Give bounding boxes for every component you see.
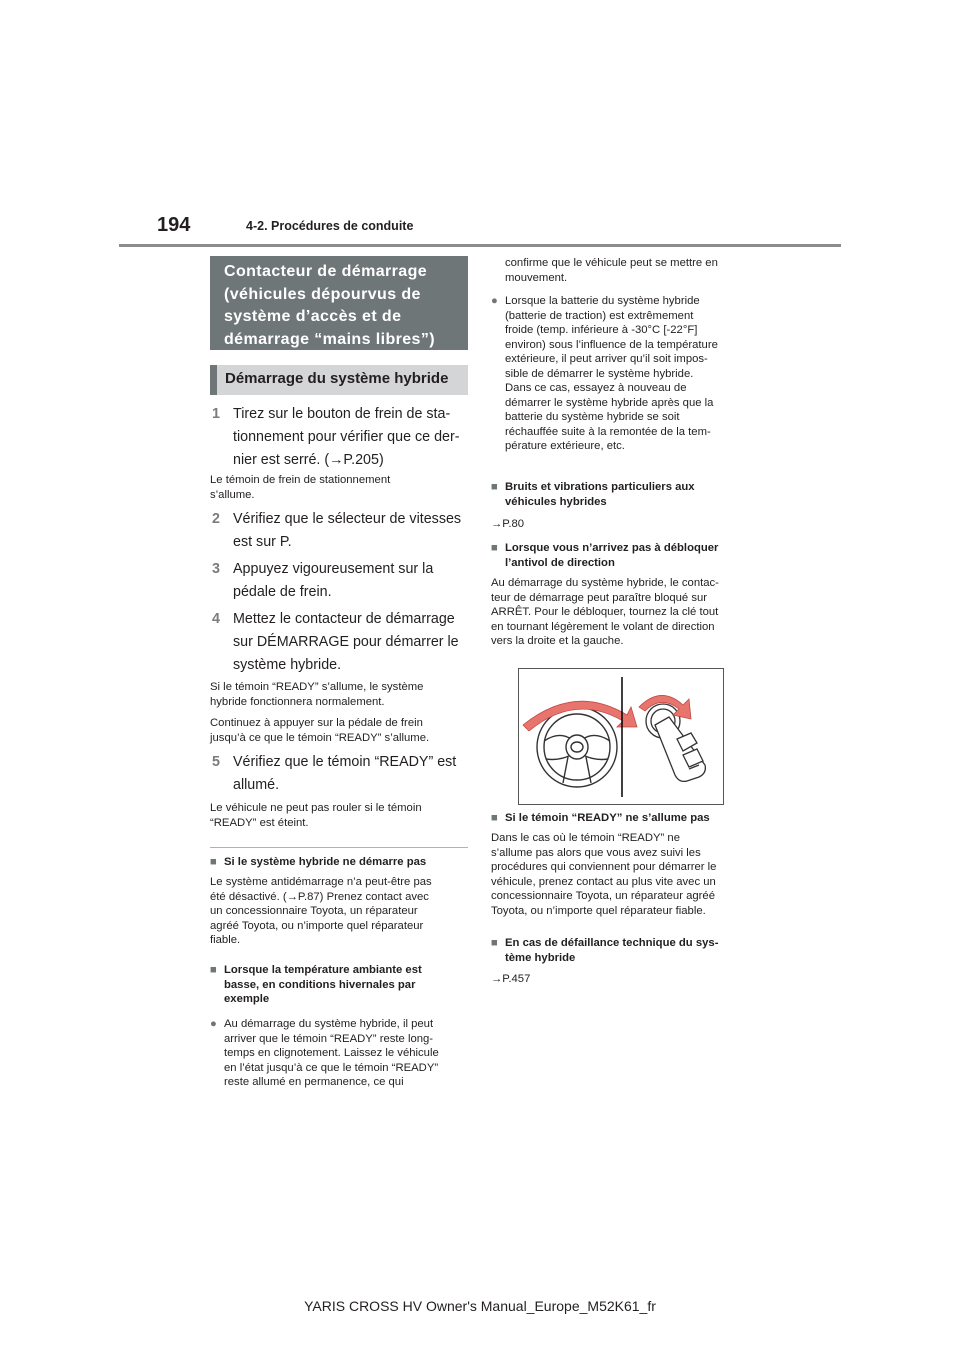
heading-noises xyxy=(491,480,763,509)
round-bullet-icon: ● xyxy=(210,1018,217,1030)
note-line: Continuez à appuyer sur la pédale de frein xyxy=(210,717,423,729)
note-line: s’allume. xyxy=(210,488,255,501)
step-1 xyxy=(212,403,470,472)
step-number: 1 xyxy=(212,406,220,422)
bullet-text: Dans ce cas, essayez à nouveau de xyxy=(505,382,687,394)
heading-text: exemple xyxy=(224,993,270,1005)
bullet-text: reste allumé en permanence, ce qui xyxy=(224,1076,404,1088)
square-bullet-icon: ■ xyxy=(491,542,498,554)
paragraph-line: Au démarrage du système hybride, le contac- xyxy=(491,577,719,589)
bullet-text: démarrer le système hybride après que la xyxy=(505,396,714,409)
heading-text: En cas de défaillance technique du sys- xyxy=(505,937,719,949)
note-line: hybride fonctionnera normalement. xyxy=(210,695,385,708)
heading-text: Si le système hybride ne démarre pas xyxy=(224,856,427,868)
bullet-text: extérieure, il peut arriver qu’il soit impos- xyxy=(505,353,708,365)
bullet-text: batterie du système hybride se soit xyxy=(505,411,680,423)
title-line: démarrage “mains libres”) xyxy=(224,330,435,348)
header-rule xyxy=(119,244,841,247)
step-text: nier est serré. (→P.205) xyxy=(233,452,384,468)
heading-steering-lock xyxy=(491,541,763,570)
paragraph-line: procédures qui conviennent pour démarrer le xyxy=(491,861,717,873)
heading-text: Bruits et vibrations particuliers aux xyxy=(505,481,695,493)
step-text: Vérifiez que le sélecteur de vitesses xyxy=(233,511,462,527)
heading-text: Lorsque vous n’arrivez pas à débloquer xyxy=(505,542,719,554)
paragraph-line: ARRÊT. Pour le débloquer, tournez la clé tout xyxy=(491,606,719,618)
paragraph-ready-not-on xyxy=(491,831,749,918)
title-line: (véhicules dépourvus de xyxy=(224,285,421,303)
section-divider xyxy=(210,847,468,848)
step-3 xyxy=(212,558,470,604)
square-bullet-icon: ■ xyxy=(491,481,498,493)
step-text: allumé. xyxy=(233,777,280,793)
title-box xyxy=(210,256,468,350)
ref-page-80[interactable]: →P.80 xyxy=(491,518,525,530)
step-4 xyxy=(212,608,470,677)
paragraph-steering-lock xyxy=(491,576,749,649)
rotate-arrow-icon xyxy=(523,701,637,731)
steering-lock-illustration xyxy=(518,668,724,805)
page-footer: YARIS CROSS HV Owner's Manual_Europe_M52K61_fr xyxy=(304,1298,656,1314)
note-line: “READY” est éteint. xyxy=(210,816,309,829)
step-text: système hybride. xyxy=(233,657,342,673)
paragraph-line: vers la droite et la gauche. xyxy=(491,635,624,647)
subtitle-box: Démarrage du système hybride xyxy=(210,365,468,395)
step-text: est sur P. xyxy=(233,534,292,550)
step-number: 5 xyxy=(212,754,220,770)
bullet-text: pérature extérieure, etc. xyxy=(505,440,625,452)
heading-text: véhicules hybrides xyxy=(505,495,607,508)
steering-wheel-icon xyxy=(537,707,617,787)
heading-text: tème hybride xyxy=(505,951,576,964)
step-text: Mettez le contacteur de démarrage xyxy=(233,611,455,627)
note-ready-on xyxy=(210,680,468,709)
square-bullet-icon: ■ xyxy=(210,964,217,976)
round-bullet-icon: ● xyxy=(491,295,498,307)
paragraph-line: fiable. xyxy=(210,934,241,946)
step-number: 2 xyxy=(212,511,220,527)
ref-page-457[interactable]: →P.457 xyxy=(491,973,531,985)
paragraph-line: un concessionnaire Toyota, un réparateur xyxy=(210,905,418,917)
heading-ready-not-on xyxy=(491,811,763,826)
heading-no-start xyxy=(210,855,482,870)
note-line: jusqu’à ce que le témoin “READY” s’allume. xyxy=(210,731,430,744)
square-bullet-icon: ■ xyxy=(491,812,498,824)
step-number: 4 xyxy=(212,611,220,627)
note-keep-pressing xyxy=(210,716,468,745)
square-bullet-icon: ■ xyxy=(210,856,217,868)
heading-text: basse, en conditions hivernales par xyxy=(224,978,416,991)
paragraph-line: en tournant légèrement le volant de direction xyxy=(491,620,715,633)
step-text: Vérifiez que le témoin “READY” est xyxy=(233,754,457,770)
bullet-text: en l’état jusqu’à ce que le témoin “READY” xyxy=(224,1061,439,1074)
bullet-text: confirme que le véhicule peut se mettre en xyxy=(505,257,718,269)
paragraph-line: concessionnaire Toyota, un réparateur agréé xyxy=(491,890,715,902)
bullet-cold-battery xyxy=(491,294,763,454)
bullet-text: Au démarrage du système hybride, il peut xyxy=(224,1018,434,1030)
step-text: sur DÉMARRAGE pour démarrer le xyxy=(233,634,459,650)
paragraph-line: s’allume pas alors que vous avez suivi les xyxy=(491,846,701,859)
paragraph-line: Le système antidémarrage n’a peut-être pas xyxy=(210,876,432,888)
paragraph-line: Toyota, ou n’importe quel réparateur fiable. xyxy=(491,904,706,917)
bullet-text: mouvement. xyxy=(505,271,568,284)
square-bullet-icon: ■ xyxy=(491,937,498,949)
bullet-text: froide (temp. inférieure à -30°C [-22°F] xyxy=(505,324,698,336)
bullet-continuation xyxy=(505,256,763,285)
heading-text: Si le témoin “READY” ne s’allume pas xyxy=(505,812,710,824)
step-text: pédale de frein. xyxy=(233,584,332,600)
heading-text: Lorsque la température ambiante est xyxy=(224,964,422,976)
paragraph-line: été désactivé. (→P.87) Prenez contact avec xyxy=(210,890,429,903)
note-line: Le véhicule ne peut pas rouler si le témoin xyxy=(210,802,422,814)
note-parking-brake xyxy=(210,473,468,502)
bullet-text: réchauffée suite à la remontée de la tem- xyxy=(505,425,711,438)
bullet-ready-blinking xyxy=(210,1017,482,1090)
bullet-text: temps en clignotement. Laissez le véhicule xyxy=(224,1047,439,1059)
title-line: Contacteur de démarrage xyxy=(224,263,428,280)
note-ready-off xyxy=(210,801,468,830)
paragraph-line: véhicule, prenez contact au plus vite avec un xyxy=(491,875,716,888)
bullet-text: environ) sous l’influence de la température xyxy=(505,338,718,351)
page-number: 194 xyxy=(157,214,191,236)
step-number: 3 xyxy=(212,561,220,577)
title-line: système d’accès et de xyxy=(224,308,402,325)
bullet-text: sible de démarrer le système hybride. xyxy=(505,367,694,380)
paragraph-line: teur de démarrage peut paraître bloqué sur xyxy=(491,591,708,604)
note-line: Le témoin de frein de stationnement xyxy=(210,474,391,486)
paragraph-line: agréé Toyota, ou n’importe quel réparateur xyxy=(210,919,424,932)
note-line: Si le témoin “READY” s’allume, le système xyxy=(210,681,424,693)
illustration-svg xyxy=(519,669,723,804)
paragraph-immobilizer xyxy=(210,875,468,948)
bullet-text: arriver que le témoin “READY” reste long- xyxy=(224,1032,434,1045)
step-text: Tirez sur le bouton de frein de sta- xyxy=(233,406,451,422)
bullet-text: Lorsque la batterie du système hybride xyxy=(505,295,700,307)
bullet-text: (batterie de traction) est extrêmement xyxy=(505,309,694,322)
section-title: 4-2. Procédures de conduite xyxy=(246,219,414,233)
heading-malfunction xyxy=(491,936,763,965)
heading-text: l’antivol de direction xyxy=(505,556,615,569)
step-2 xyxy=(212,508,470,554)
step-text: Appuyez vigoureusement sur la xyxy=(233,561,434,577)
heading-low-temp xyxy=(210,963,482,1007)
paragraph-line: Dans le cas où le témoin “READY” ne xyxy=(491,832,680,844)
step-text: tionnement pour vérifier que ce der- xyxy=(233,429,460,445)
step-5 xyxy=(212,751,470,797)
